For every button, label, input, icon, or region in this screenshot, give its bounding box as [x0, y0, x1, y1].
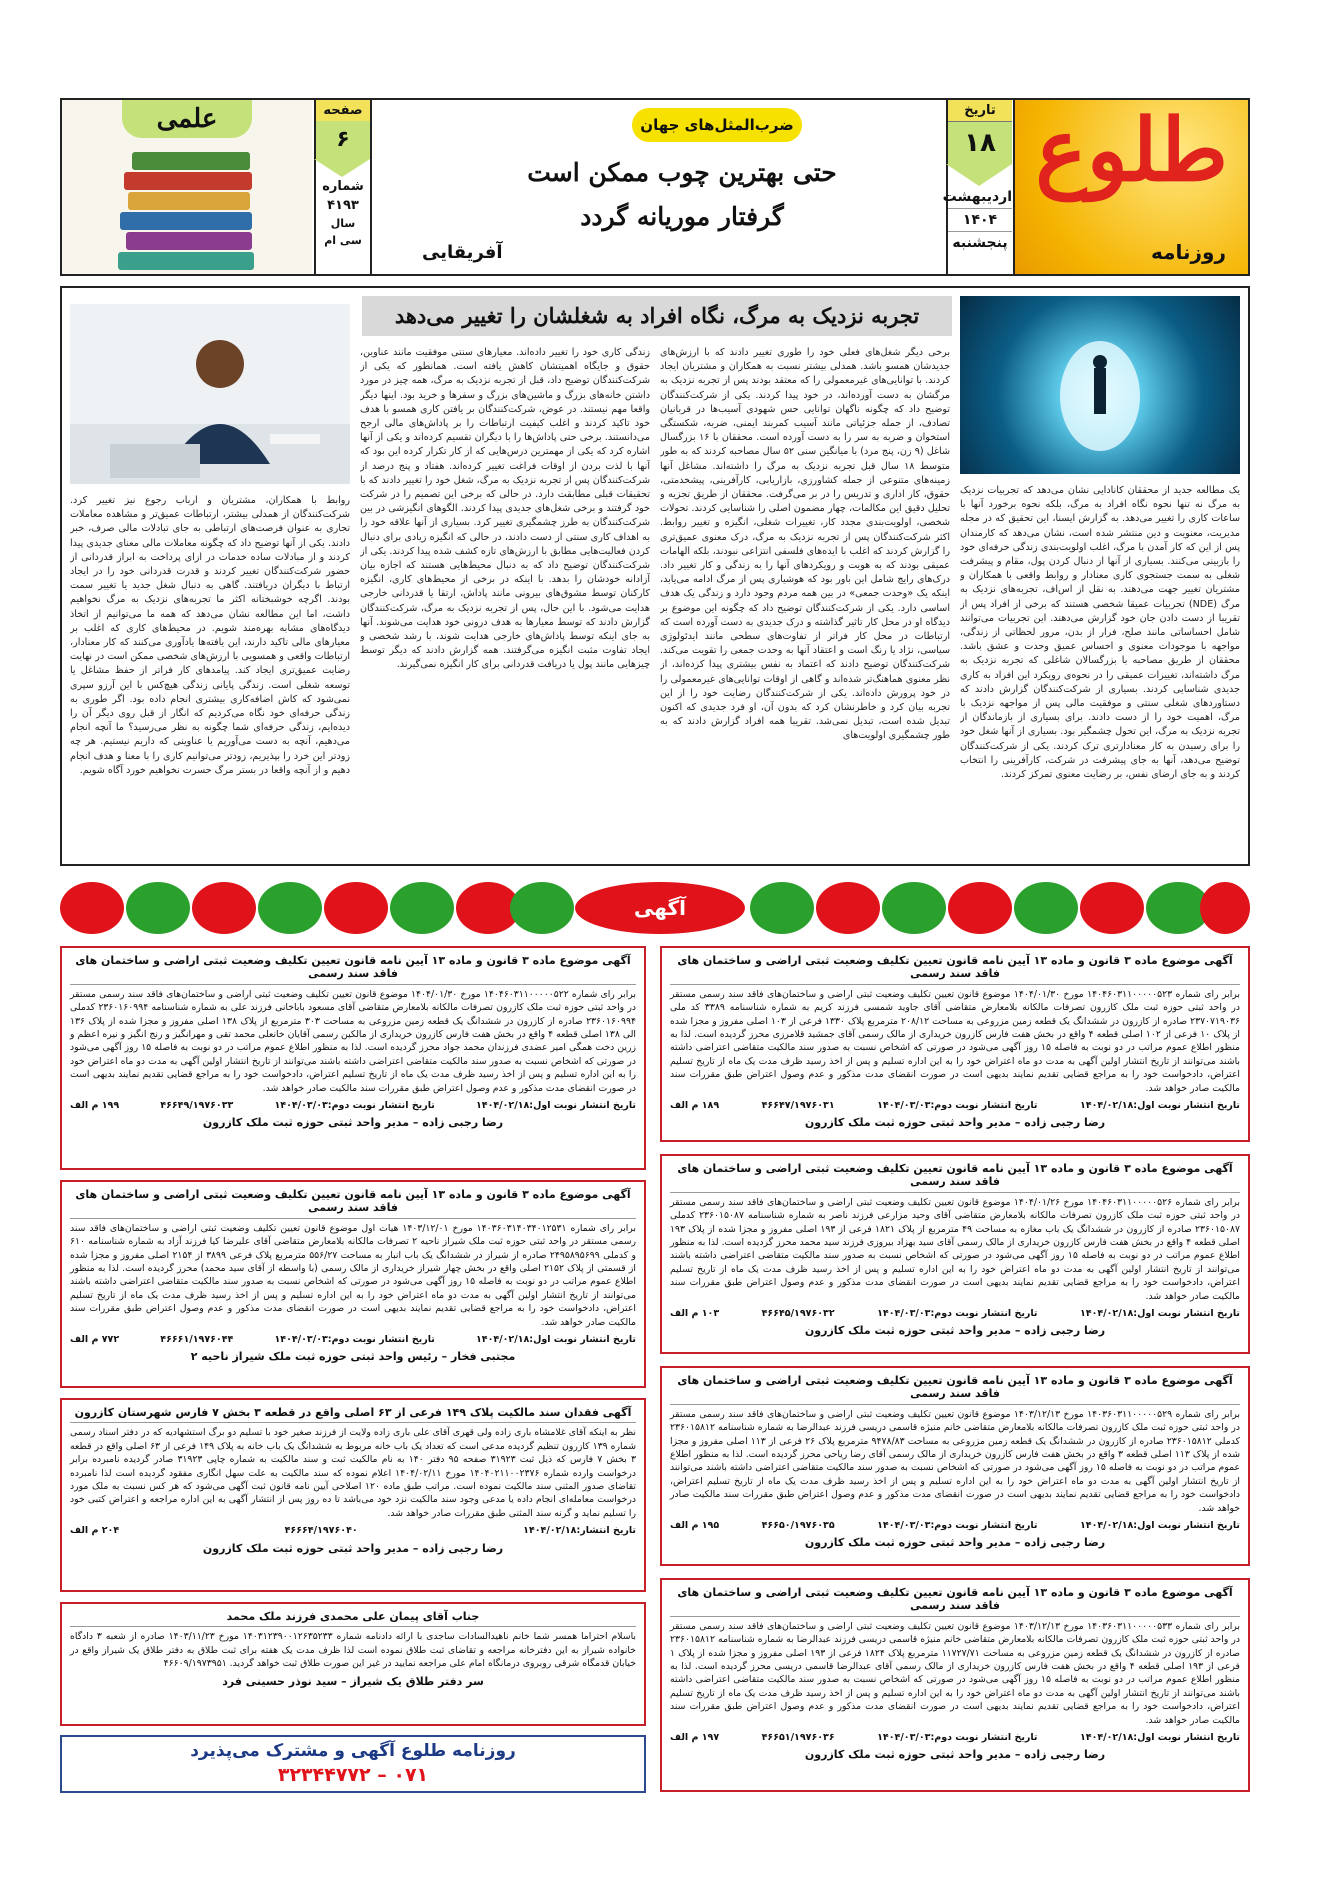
ad-meta — [70, 1524, 636, 1537]
green-circle — [390, 882, 454, 934]
ad-notice-5 — [660, 1366, 1250, 1566]
ad-signature: مجتبی فخار – رئیس واحد ثبتی حوزه ثبت ملک شیراز ناحیه ۲ — [190, 1350, 516, 1364]
ad-ref: ۱۹۷ م الف — [670, 1732, 720, 1744]
ad-ref: ۱۹۹ م الف — [70, 1100, 120, 1112]
section-title: علمی — [122, 100, 252, 138]
article-title: تجربه نزدیک به مرگ، نگاه افراد به شغلشان را تغییر می‌دهد — [362, 296, 952, 336]
ad-heading: آگهی موضوع ماده ۳ قانون و ماده ۱۳ آیین نامه قانون تعیین تکلیف وضعیت ثبتی اراضی و ساختمان های فاقد سند رسمی — [670, 1374, 1240, 1405]
red-circle — [948, 882, 1012, 934]
red-circle — [1080, 882, 1144, 934]
logo-subtitle: روزنامه — [1151, 240, 1226, 264]
ad-date-1: تاریخ انتشار نوبت اول:۱۴۰۴/۰۲/۱۸ — [1079, 1732, 1240, 1744]
subscribe-phone: ۰۷۱ – ۳۲۳۴۴۷۷۲ — [277, 1764, 429, 1786]
ad-heading: آگهی موضوع ماده ۳ قانون و ماده ۱۳ آیین نامه قانون تعیین تکلیف وضعیت ثبتی اراضی و ساختمان های فاقد سند رسمی — [70, 954, 636, 985]
ad-meta — [70, 1333, 636, 1346]
ad-notice-4 — [60, 1180, 646, 1388]
page-arrow-icon — [314, 159, 370, 177]
ad-notice-2 — [60, 946, 646, 1170]
ad-date-1: تاریخ انتشار نوبت اول:۱۴۰۴/۰۲/۱۸ — [1079, 1308, 1240, 1320]
ad-date-1: تاریخ انتشار نوبت اول:۱۴۰۴/۰۲/۱۸ — [1079, 1100, 1240, 1112]
article-column-4: روابط با همکاران، مشتریان و ارباب رجوع نیز تغییر کرد. شرکت‌کنندگان از همدلی بیشتر، ارتباطات عمیق‌تر و مشاهده معاملات تجاری به عنوان فرصت‌های ارتباطی به جای تبادلات مالی صرف، خبر دادند. یکی از آنها توضیح داد که چگونه معاملات مالی معنای جدیدی پیدا کردند و از مبادلات ساده خدمات در ازای پرداخت به ابراز قدردانی از حضور شرکت‌کنندگان تغییر کردند و قدرت قدردانی خود را در ایجاد ارتباط با دیگران دریافتند. گاهی به دنبال شغل جدید یا تغییر سمت بودند. اگرچه خوشبختانه اکثر ما تجربه‌های نزدیک به مرگ نخواهیم داشت، اما این مطالعه نشان می‌دهد که همه ما می‌توانیم از اتخاذ دیدگاه‌های مشابه بهره‌مند شویم. در محیط‌های کاری که اغلب بر معیارهای مالی تاکید دارند، این یافته‌ها یادآوری می‌کنند که کار معنادار، ارتباطات واقعی و همسویی با ارزش‌های شخصی ممکن است در نهایت رضایت عمیق‌تری ایجاد کند. پیامدهای کار فراتر از حفظ مشاغل یا توسعه شغلی است. زندگی پایانی زندگی هیچ‌کس با این آرزو سپری نمی‌شود که کاش اضافه‌کاری بیشتری انجام داده بود. اگر طوری به زندگی حرفه‌ای خود نگاه می‌کردیم که انگار از قبل روی دیگر آن را دیده‌ایم، زندگی حرفه‌ای شما چگونه به نظر می‌رسید؟ ما آنچه انجام می‌دهیم، آنچه به دست می‌آوریم یا عناوینی که داریم نیستیم. هر چه زودتر این خرد را بپذیریم، زودتر می‌توانیم کاری را با معنا و هدف انجام دهیم و از آنچه واقعا در بستر مرگ حسرت نخواهیم خورد آگاه شویم. — [70, 495, 350, 776]
ad-code: ۴۶۶۴۹/۱۹۷۶۰۳۳ — [160, 1100, 234, 1112]
newspaper-logo — [1013, 100, 1248, 274]
date-label: تاریخ — [948, 100, 1012, 122]
ad-meta — [670, 1731, 1240, 1744]
ads-banner: آگهی — [575, 882, 745, 934]
article — [60, 286, 1250, 866]
ad-body: برابر رای شماره ۱۴۰۴۶۰۳۱۱۰۰۰۰۰۵۲۲ مورخ ۱۴۰۴/۰۱/۳۰ موضوع قانون تعیین تکلیف وضعیت ثبتی اراضی و ساختمان‌های فاقد سند رسمی مستقر در واحد ثبتی حوزه ثبت ملک کازرون تصرفات مالکانه بلامعارض متقاضی آقای مسعود باباخانی فرزند علی به شماره شناسنامه ۲۳۶۰۱۶۰۹۹۴ کدملی ۲۳۶۰۱۶۰۹۹۴ صادره از کازرون در ششدانگ یک قطعه زمین مزروعی به مساحت ۳۰۳ مترمربع از پلاک ۱۳۸ اصلی مفروز و مجزا شده از پلاک ۱۳۶ الی ۱۳۸ اصلی قطعه ۴ واقع در بخش هفت فارس کازرون خریداری از مالکین رسمی آقایان خانعلی محمد تقی و مهرانگیز و رنج انگیز و نیره اعظم و زرین دخت همگی امیر عضدی فرزندان محمد جواد محرز گردیده است. لذا به منظور اطلاع عموم مراتب در دو نوبت به فاصله ۱۵ روز آگهی می‌شود در صورتی که اشخاص نسبت به صدور سند مالکیت متقاضی اعتراضی داشته باشند می‌توانند از تاریخ انتشار اولین آگهی به مدت دو ماه اعتراض خود را به این اداره تسلیم و پس از اخذ رسید ظرف مدت یک ماه از تاریخ تسلیم اعتراض، دادخواست خود را به مراجع قضایی تقدیم نمایند بدیهی است در صورت انقضای مدت مذکور و عدم وصول اعتراض طبق مقررات سند مالکیت صادر خواهد شد. — [70, 988, 636, 1094]
ad-code: ۴۶۶۵۱/۱۹۷۶۰۳۶ — [761, 1732, 835, 1744]
ad-signature: سر دفتر طلاق یک شیراز – سید نوذر حسینی فرد — [222, 1674, 484, 1688]
proverb-area — [372, 100, 992, 274]
green-circle — [882, 882, 946, 934]
ad-code: ۴۶۶۶۴/۱۹۷۶۰۴۰ — [284, 1525, 358, 1537]
ad-notice-1 — [660, 946, 1250, 1142]
green-circle — [1014, 882, 1078, 934]
red-circle — [60, 882, 124, 934]
page-number: ۶ — [316, 121, 370, 159]
ad-notice-3 — [660, 1154, 1250, 1354]
page-label: صفحه — [316, 100, 370, 121]
ad-date-2: تاریخ انتشار نوبت دوم:۱۴۰۴/۰۳/۰۳ — [877, 1100, 1038, 1112]
subscribe-box — [60, 1735, 646, 1793]
ad-ref: ۲۰۴ م الف — [70, 1525, 120, 1537]
proverb-line-1: حتی بهترین چوب ممکن است — [527, 158, 837, 187]
ad-signature: رضا رجبی زاده – مدیر واحد ثبتی حوزه ثبت ملک کازرون — [804, 1536, 1106, 1550]
green-circle — [510, 882, 574, 934]
ad-notice-7 — [660, 1578, 1250, 1792]
ad-signature: رضا رجبی زاده – مدیر واحد ثبتی حوزه ثبت ملک کازرون — [202, 1116, 504, 1130]
date-day: ۱۸ — [948, 122, 1012, 164]
year-value: سی ام — [324, 234, 362, 247]
ad-date-1: تاریخ انتشار نوبت اول:۱۴۰۴/۰۲/۱۸ — [475, 1334, 636, 1346]
ad-date-2: تاریخ انتشار نوبت دوم:۱۴۰۴/۰۳/۰۳ — [274, 1334, 435, 1346]
ad-heading: آگهی موضوع ماده ۳ قانون و ماده ۱۳ آیین نامه قانون تعیین تکلیف وضعیت ثبتی اراضی و ساختمان های فاقد سند رسمی — [70, 1188, 636, 1219]
date-year: ۱۴۰۴ — [948, 208, 1012, 231]
ad-body: برابر رای شماره ۱۴۰۳۶۰۳۱۱۰۰۰۰۰۵۳۳ مورخ ۱۴۰۳/۱۲/۱۳ موضوع قانون تعیین تکلیف وضعیت ثبتی اراضی و ساختمان‌های فاقد سند رسمی مستقر در واحد ثبتی حوزه ثبت ملک کازرون تصرفات مالکانه بلامعارض متقاضی خانم منیژه قاسمی دریسی فرزند عبدالرضا به شماره شناسنامه ۲۳۶۰۱۵۸۱۲ صادره از کازرون در ششدانگ یک قطعه زمین مزروعی به مساحت ۱۱۷۲۷/۷۱ مترمربع پلاک ۱۸۲۴ فرعی از ۱۹۳ اصلی مفروز و مجزا شده از پلاک ۱ فرعی از ۱۹۳ اصلی قطعه ۴ واقع در بخش هفت فارس کازرون خریداری از مالک رسمی آقای عبدالرضا قاسمی دریسی محرز گردیده است. لذا به منظور اطلاع عموم مراتب در دو نوبت به فاصله ۱۵ روز آگهی می‌شود در صورتی که اشخاص نسبت به صدور سند مالکیت متقاضی اعتراضی داشته باشند می‌توانند از تاریخ انتشار اولین آگهی به مدت دو ماه اعتراض خود را به این اداره تسلیم و پس از اخذ رسید ظرف مدت یک ماه از تاریخ تسلیم اعتراض، دادخواست خود را به مراجع قضایی تقدیم نمایند بدیهی است در صورت انقضای مدت مذکور و عدم وصول اعتراض طبق مقررات سند مالکیت صادر خواهد شد. — [670, 1620, 1240, 1726]
ad-heading: جناب آقای پیمان علی محمدی فرزند ملک محمد — [70, 1610, 636, 1627]
proverb-source: آفریقایی — [422, 242, 503, 263]
ad-code: ۴۶۶۴۷/۱۹۷۶۰۳۱ — [761, 1100, 835, 1112]
year-label: سال — [330, 217, 356, 230]
ad-body: باسلام احتراما همسر شما خانم ناهیدالسادات ساجدی با ارائه دادنامه شماره ۱۴۰۳۱۲۳۹۰۰۱۲۶۳۵۲۳۳ مورخ ۱۴۰۳/۱۱/۲۳ صادره از شعبه ۳ دادگاه خانواده شیراز به این دفترخانه مراجعه و تقاضای ثبت طلاق نموده است لذا ظرف مدت یک هفته برای ثبت طلاق به دفتر طلاق یک شیراز واقع در خیابان قدمگاه شرقی روبروی درمانگاه امام علی مراجعه نمایید در غیر این صورت طلاق ثبت خواهد گردید. ۴۶۶۰۹/۱۹۷۳۹۵۱ — [70, 1631, 636, 1670]
red-circle — [1200, 882, 1250, 934]
ad-ref: ۱۰۳ م الف — [670, 1308, 720, 1320]
ad-ref: ۱۸۹ م الف — [670, 1100, 720, 1112]
ad-date-2: تاریخ انتشار نوبت دوم:۱۴۰۴/۰۳/۰۳ — [877, 1308, 1038, 1320]
proverb-tag: ضرب‌المثل‌های جهان — [632, 108, 802, 142]
date-month: اردیبهشت — [942, 189, 1012, 205]
ad-body: برابر رای شماره ۱۴۰۳۶۰۳۱۱۰۰۰۰۰۵۲۹ مورخ ۱۴۰۳/۱۲/۱۳ موضوع قانون تعیین تکلیف وضعیت ثبتی اراضی و ساختمان‌های فاقد سند رسمی مستقر در واحد ثبتی حوزه ثبت ملک کازرون تصرفات مالکانه بلامعارض متقاضی خانم منیژه قاسمی دریسی فرزند عبدالرضا به شماره شناسنامه ۲۳۶۰۱۵۸۱۲ کدملی ۲۳۶۰۱۵۸۱۲ صادره از کازرون در ششدانگ یک قطعه زمین مزروعی به مساحت ۹۴۷۸/۸۳ مترمربع پلاک ۲۶ فرعی از ۱۱۳ اصلی مفروز و مجزا شده از پلاک ۱۱۳ اصلی قطعه ۳ واقع در بخش هفت فارس کازرون خریداری از مالک رسمی آقای رضا ریاحی محرز گردیده است. لذا به منظور اطلاع عموم مراتب در دو نوبت به فاصله ۱۵ روز آگهی می‌شود در صورتی که اشخاص نسبت به صدور سند مالکیت متقاضی اعتراضی داشته باشند می‌توانند از تاریخ انتشار اولین آگهی به مدت دو ماه اعتراض خود را به این اداره تسلیم و پس از اخذ رسید ظرف مدت یک ماه از تاریخ تسلیم اعتراض، دادخواست خود را به مراجع قضایی تقدیم نمایند بدیهی است در صورت انقضای مدت مذکور و عدم وصول اعتراض طبق مقررات سند مالکیت صادر خواهد شد. — [670, 1408, 1241, 1514]
tunnel-light-image — [960, 296, 1240, 474]
ad-body: برابر رای شماره ۱۴۰۴۶۰۳۱۱۰۰۰۰۰۵۲۳ مورخ ۱۴۰۴/۰۱/۳۰ موضوع قانون تعیین تکلیف وضعیت ثبتی اراضی و ساختمان‌های فاقد سند رسمی مستقر در واحد ثبتی حوزه ثبت ملک کازرون تصرفات مالکانه بلامعارض متقاضی آقای جاوید شمسی فرزند کریم به شماره شناسنامه ۳۳۸۹ کد ملی ۲۳۷۰۷۱۹۰۳۶ صادره از کازرون در ششدانگ یک قطعه زمین مزروعی به مساحت ۲۰۸/۱۲ مترمربع پلاک ۱۳۳۰ فرعی از ۱۰۳ اصلی مفروز و مجزا شده از پلاک ۱۰ فرعی از ۱۰۲ اصلی قطعه ۴ واقع در بخش هفت فارس کازرون خریداری از مالک رسمی آقای جمشید قلامرزی محرز گردیده است. لذا به منظور اطلاع عموم مراتب در دو نوبت به فاصله ۱۵ روز آگهی می‌شود در صورتی که اشخاص نسبت به صدور سند مالکیت متقاضی اعتراضی داشته باشند می‌توانند از تاریخ انتشار اولین آگهی به مدت دو ماه اعتراض خود را به این اداره تسلیم و پس از اخذ رسید ظرف مدت یک ماه از تاریخ تسلیم اعتراض، دادخواست خود را به مراجع قضایی تقدیم نمایند بدیهی است در صورت انقضای مدت مذکور و عدم وصول اعتراض طبق مقررات سند مالکیت صادر خواهد شد. — [670, 988, 1241, 1094]
logo-text: طلوع — [1035, 100, 1228, 201]
ad-code: ۴۶۶۴۵/۱۹۷۶۰۳۲ — [761, 1308, 835, 1320]
ad-signature: رضا رجبی زاده – مدیر واحد ثبتی حوزه ثبت ملک کازرون — [804, 1324, 1106, 1338]
tired-worker-image — [70, 304, 350, 484]
ad-code: ۴۶۶۶۱/۱۹۷۶۰۴۴ — [160, 1334, 234, 1346]
ad-body: برابر رای شماره ۱۴۰۳۶۰۳۱۴۰۳۴۰۱۲۵۳۱ مورخ ۱۴۰۳/۱۲/۰۱ هیات اول موضوع قانون تعیین تکلیف وضعیت ثبتی اراضی و ساختمان‌های فاقد سند رسمی مستقر در واحد ثبتی حوزه ثبت ملک شیراز ناحیه ۲ تصرفات مالکانه بلامعارض متقاضی آقای علیرضا کیا فرزند آزاد به شماره شناسنامه ۶۱۰ و کدملی ۲۴۹۵۸۹۵۶۹۹ صادره از شیراز در ششدانگ یک باب انبار به مساحت ۵۵۶/۲۷ مترمربع پلاک فرعی ۳۸۹۹ از ۲۱۵۴ اصلی مفروز و مجزا شده از قسمتی از پلاک ۲۱۵۲ اصلی واقع در بخش چهار شیراز خریداری از مالک رسمی (با واسطه از آقای سید محمد) محرز گردیده است. لذا به منظور اطلاع عموم مراتب در دو نوبت به فاصله ۱۵ روز آگهی می‌شود در صورتی که اشخاص نسبت به صدور سند مالکیت متقاضی اعتراضی داشته باشند می‌توانند از تاریخ انتشار اولین آگهی به مدت دو ماه اعتراض خود را به این اداره تسلیم و پس از اخذ رسید ظرف مدت یک ماه از تاریخ تسلیم اعتراض، دادخواست خود را به مراجع قضایی تقدیم نمایند بدیهی است در صورت انقضای مدت مذکور و عدم وصول اعتراض طبق مقررات سند مالکیت صادر خواهد شد. — [70, 1222, 637, 1328]
red-circle — [192, 882, 256, 934]
article-column-2: برخی دیگر شغل‌های فعلی خود را طوری تغییر دادند که با ارزش‌های جدیدشان همسو باشد. همدلی بیشتر نسبت به همکاران و مشتریان ایجاد کردند. با توانایی‌های غیرمعمولی را که معتقد بودند پس از تجربه نزدیک به مرگشان به دست آورده‌اند، در خود پیدا کردند. یکی از شرکت‌کنندگان توضیح داد که چگونه ناگهان توانایی حس شهودی آسیب‌ها در قربانیان تصادف، از جمله جزئیاتی مانند آسیب کمربند ایمنی، ضربه، شکستگی استخوان و ضربه به سر را به دست آورده است. محققان با ۱۶ بزرگسال شاغل (۹ زن، پنج مرد) با میانگین سنی ۵۲ سال مصاحبه کردند که به طور متوسط ۱۸ سال قبل تجربه نزدیک به مرگ را داشته‌اند. مشاغل آنها زمینه‌های متنوعی از جمله کشاورزی، بازاریابی، کارآفرینی، پیشخدمتی، حقوق، کار اداری و تدریس را در بر می‌گرفت. محققان از طریق تجزیه و تحلیل دقیق این مکالمات، چهار مضمون اصلی را شناسایی کردند. تحولات شخصی، اولویت‌بندی مجدد کار، تغییرات شغلی، انگیزه و تغییر روابط. اکثر شرکت‌کنندگان پس از تجربه نزدیک به مرگ، درک معنوی عمیق‌تری را گزارش کردند که اغلب با ایده‌های فلسفی انتزاعی نبودند، بلکه الهامات عمیقی بودند که به هویت و رویکردهای آنها را به زندگی و کار تغییر داد. درک‌های رایج شامل این باور بود که هوشیاری پس از مرگ ادامه می‌یابد، اینکه یک «وحدت جمعی» در بین همه مردم وجود دارد و زندگی یک هدف اساسی دارد. یکی از شرکت‌کنندگان توضیح داد که چگونه این موضوع بر دیدگاه او در محل کار تاثیر گذاشته و درک جدیدی به دست آورده است که ارتباطات در محل کار فراتر از تفاوت‌های سطحی مانند ایدئولوژی سیاسی، نژاد یا رنگ است و اعتقاد آنها به وحدت جمعی را تقویت می‌کند. شرکت‌کنندگان توضیح دادند که اعتماد به نفس بیشتری پیدا کرده‌اند، از نظر معنوی هماهنگ‌تر شده‌اند و گاهی از اوقات توانایی‌های غیرمعمولی را در خود پرورش داده‌اند. یکی از شرکت‌کنندگان رضایت خود را از این تجربه بیان کرد و خاطرنشان کرد که بدون آن، او فرد جدیدی که اکنون تبدیل شده است، تبدیل نمی‌شد. تقریبا همه افراد گزارش دادند که به طور چشمگیری اولویت‌های — [660, 347, 950, 742]
ad-date-2: تاریخ انتشار نوبت دوم:۱۴۰۴/۰۳/۰۳ — [877, 1732, 1038, 1744]
ad-meta — [670, 1519, 1240, 1532]
ad-meta — [670, 1307, 1240, 1320]
ad-notice-8 — [60, 1602, 646, 1726]
ad-heading: آگهی موضوع ماده ۳ قانون و ماده ۱۳ آیین نامه قانون تعیین تکلیف وضعیت ثبتی اراضی و ساختمان های فاقد سند رسمی — [670, 1162, 1240, 1193]
proverb-line-2: گرفتار موریانه گردد — [580, 202, 784, 231]
article-column-3: زندگی کاری خود را تغییر داده‌اند. معیارهای سنتی موفقیت مانند عناوین، حقوق و جایگاه اهمیتشان کاهش یافته است. همانطور که یکی از شرکت‌کنندگان توضیح داد، قبل از تجربه نزدیک به مرگ، همه چیز در مورد داشتن خانه‌های بزرگ و ماشین‌های بزرگ و سفرها و خرید بود. اینها دیگر واقعا مهم نیستند. در عوض، شرکت‌کنندگان بر یافتن کاری همسو با هدف خود تاکید کردند و اغلب کیفیت ارتباطات را بر پاداش‌های مالی ارجح می‌دانستند. برخی حتی پاداش‌ها را با دیگران تقسیم کرده‌اند و یکی از آنها اشاره کرد که یکی از مهمترین درس‌هایی که از کار تکرار کرده این بود که آنها با لذت بردن از اوقات فراغت تغییر کرده‌اند. هفتاد و پنج درصد از شرکت‌کنندگان پس از تجربه نزدیک به مرگ، شغل خود را تغییر دادند که با تحقیقات قبلی مطابقت دارد. در حالی که برخی این تصمیم را در شرکت خود گرفتند و برخی شغل‌های جدیدی پیدا کردند. الگوهای انگیزشی در بین شرکت‌کنندگان به طرز چشمگیری تغییر کرد. بسیاری از آنها علاقه خود را به اهداف کاری سنتی از دست دادند، در حالی که انگیزه زیادی برای دنبال کردن فعالیت‌هایی مطابق با ارزش‌های تازه کشف شده پیدا کردند. یکی از شرکت‌کنندگان توضیح داد که به دنبال محیط‌هایی هستند که اجازه بیان آزادانه خودشان را بدهد. با اینکه در برخی از محیط‌های کاری، انگیزه کارکنان توسط مشوق‌های بیرونی مانند پاداش، ارتقا یا قدردانی خارجی هدایت می‌شود. با این حال، پس از تجربه نزدیک به مرگ، شرکت‌کنندگان گزارش دادند که توسط معیارها به هدف درونی خود هدایت می‌شوند. آنها به جای اینکه توسط پاداش‌های خارجی هدایت شوند، با رشد شخصی و ایجاد تفاوت مثبت انگیزه می‌گرفتند. همه گزارش دادند که دیگر توسط چیزهایی مانند پول یا دریافت قدردانی برای کار انگیزه نمی‌گیرند. — [360, 347, 650, 671]
ad-meta — [670, 1099, 1240, 1112]
ad-meta — [70, 1099, 636, 1112]
ad-date-2: تاریخ انتشار نوبت دوم:۱۴۰۴/۰۳/۰۳ — [274, 1100, 435, 1112]
ad-date-1: تاریخ انتشار:۱۴۰۴/۰۲/۱۸ — [523, 1525, 636, 1537]
ad-ref: ۷۷۲ م الف — [70, 1334, 120, 1346]
ad-ref: ۱۹۵ م الف — [670, 1520, 720, 1532]
masthead — [60, 98, 1250, 276]
ad-heading: آگهی فقدان سند مالکیت پلاک ۱۴۹ فرعی از ۶۳ اصلی واقع در قطعه ۳ بخش ۷ فارس شهرستان کازرون — [70, 1406, 636, 1423]
ad-heading: آگهی موضوع ماده ۳ قانون و ماده ۱۳ آیین نامه قانون تعیین تکلیف وضعیت ثبتی اراضی و ساختمان های فاقد سند رسمی — [670, 1586, 1240, 1617]
ad-code: ۴۶۶۵۰/۱۹۷۶۰۳۵ — [761, 1520, 835, 1532]
ad-signature: رضا رجبی زاده – مدیر واحد ثبتی حوزه ثبت ملک کازرون — [804, 1748, 1106, 1762]
ad-heading: آگهی موضوع ماده ۳ قانون و ماده ۱۳ آیین نامه قانون تعیین تکلیف وضعیت ثبتی اراضی و ساختمان های فاقد سند رسمی — [670, 954, 1240, 985]
red-circle — [816, 882, 880, 934]
green-circle — [750, 882, 814, 934]
red-circle — [324, 882, 388, 934]
subscribe-text: روزنامه طلوع آگهی و مشترک می‌پذیرد — [190, 1741, 516, 1761]
ad-body: نظر به اینکه آقای غلامشاه باری زاده ولی قهری آقای علی باری زاده ولایت از فرزند صغیر خود با تسلیم دو برگ استشهادیه که در دفتر اسناد رسمی شماره ۱۳۹ کازرون تنظیم گردیده مدعی است که تعداد یک باب خانه مربوط به ششدانگ یک باب خانه به پلاک ۱۴۹ فرعی از ۶۳ اصلی واقع در قطعه ۳ بخش ۷ فارس که ذیل ثبت ۳۱۹۲۳ صفحه ۹۵ دفتر ۱۴۰ به نام مالکیت ثبت و سند مالکیت به شماره چاپی ۳۱۹۲۳ صادر گردیده نامبرده برابر درخواست وارده شماره ۱۴۰۴۰۲۱۱۰۰۲۳۷۶ مورخ ۱۴۰۴/۰۲/۱۱ اعلام نموده که سند مالکیت به علت سهل انگاری مفقود گردیده است لذا نامبرده تقاضای صدور المثنی سند مالکیت نموده است. مراتب طبق ماده ۱۲۰ اصلاحی آیین نامه قانون ثبت آگهی می‌شود که هر کس نسبت به ملک مورد درخواست معامله‌ای انجام داده یا مدعی وجود سند مالکیت نزد خود می‌باشد تا ده روز پس از انتشار آگهی به این اداره مراجعه و اعتراض کتبی خود را تسلیم نماید و گرنه سند المثنی طبق مقررات صادر خواهد شد. — [70, 1427, 637, 1519]
date-weekday: پنجشنبه — [948, 231, 1012, 254]
ad-date-1: تاریخ انتشار نوبت اول:۱۴۰۴/۰۲/۱۸ — [475, 1100, 636, 1112]
ad-notice-6 — [60, 1398, 646, 1592]
ad-signature: رضا رجبی زاده – مدیر واحد ثبتی حوزه ثبت ملک کازرون — [804, 1116, 1106, 1130]
issue-number: ۴۱۹۳ — [327, 198, 359, 213]
issue-label: شماره — [322, 179, 364, 194]
ad-date-2: تاریخ انتشار نوبت دوم:۱۴۰۴/۰۳/۰۳ — [877, 1520, 1038, 1532]
green-circle — [258, 882, 322, 934]
ad-signature: رضا رجبی زاده – مدیر واحد ثبتی حوزه ثبت ملک کازرون — [202, 1541, 504, 1555]
section-box — [62, 100, 312, 274]
ad-body: برابر رای شماره ۱۴۰۴۶۰۳۱۱۰۰۰۰۰۵۲۶ مورخ ۱۴۰۴/۰۱/۲۶ موضوع قانون تعیین تکلیف وضعیت ثبتی اراضی و ساختمان‌های فاقد سند رسمی مستقر در واحد ثبتی حوزه ثبت ملک کازرون تصرفات مالکانه بلامعارض متقاضی آقای وحید مزارعی فرزند ناصر به شماره شناسنامه ۲۳۶۰۱۵۰۸۷ کدملی ۲۳۶۰۱۵۰۸۷ صادره از کازرون در ششدانگ یک باب مغازه به مساحت ۴۹ مترمربع از پلاک ۱۸۲۱ فرعی از ۱۹۳ اصلی مفروز و مجزا شده از پلاک ۱۹۳ اصلی قطعه ۴ واقع در بخش هفت فارس کازرون خریداری از مالک رسمی آقای سید بهزاد بیروزی فرزند سید محمد محرز گردیده است. لذا به منظور اطلاع عموم مراتب در دو نوبت به فاصله ۱۵ روز آگهی می‌شود در صورتی که اشخاص نسبت به صدور سند مالکیت متقاضی اعتراضی داشته باشند می‌توانند از تاریخ انتشار اولین آگهی به مدت دو ماه اعتراض خود را به این اداره تسلیم و پس از اخذ رسید ظرف مدت یک ماه از تاریخ تسلیم اعتراض، دادخواست خود را به مراجع قضایی تقدیم نمایند بدیهی است در صورت انقضای مدت مذکور و عدم وصول اعتراض طبق مقررات سند مالکیت صادر خواهد شد. — [670, 1196, 1240, 1302]
ad-date-1: تاریخ انتشار نوبت اول:۱۴۰۴/۰۲/۱۸ — [1079, 1520, 1240, 1532]
green-circle — [126, 882, 190, 934]
article-column-1: یک مطالعه جدید از محققان کانادایی نشان می‌دهد که تجربیات نزدیک به مرگ نه تنها نحوه نگاه افراد به مرگ، بلکه نحوه برخورد آنها با ساعات کاری را تغییر می‌دهد. به گزارش ایسنا، این تحقیق که در مجله مدیریت، معنویت و دین منتشر شده است، نشان می‌دهد که کارمندان پس از این که کار آمدن با مرگ، اغلب اولویت‌بندی زندگی حرفه‌ای خود را بازبینی می‌کنند. بسیاری از آنها از دنبال کردن پول، مقام و پیشرفت شغلی به سمت جستجوی کاری معنادار و روابط واقعی با همکاران و مشتریان تغییر جهت می‌دهند. به نقل از اس‌اف، تجربه‌های نزدیک به مرگ (NDE) تجربیات عمیقا شخصی هستند که برخی از افراد پس از تقریبا از دست دادن جان خود گزارش می‌دهند. این تجربیات می‌توانند شامل احساساتی مانند صلح، فرار از بدن، مرور لحظاتی از زندگی، مواجهه با موجودات معنوی و احساس عمیق وحدت و عشق باشد. محققان از طریق مصاحبه با بزرگسالان شاغلی که تجربه نزدیک به مرگ داشته‌اند، تغییرات عمیقی را در نحوه‌ی رویکرد این افراد به کاری جدیدی شناسایی کردند. بسیاری از شرکت‌کنندگان گزارش دادند که دستاوردهای شغلی سنتی و موفقیت مالی پس از مواجهه نزدیک با مرگ، اهمیت خود را از دست دادند. برای بسیاری از بازماندگان از تجربه نزدیک به مرگ، این تحول چشمگیر بود. بسیاری از آنها شغل خود را برای رسیدن به کار معنادارتری ترک کردند. یکی از شرکت‌کنندگان توضیح می‌دهد، آنها به جای پیشرفت در شرکت، کارآفرینی را انتخاب کردند و به جای ارضای نفس، بر رضایت معنوی تمرکز کردند. — [960, 485, 1240, 781]
page-box — [314, 100, 372, 274]
